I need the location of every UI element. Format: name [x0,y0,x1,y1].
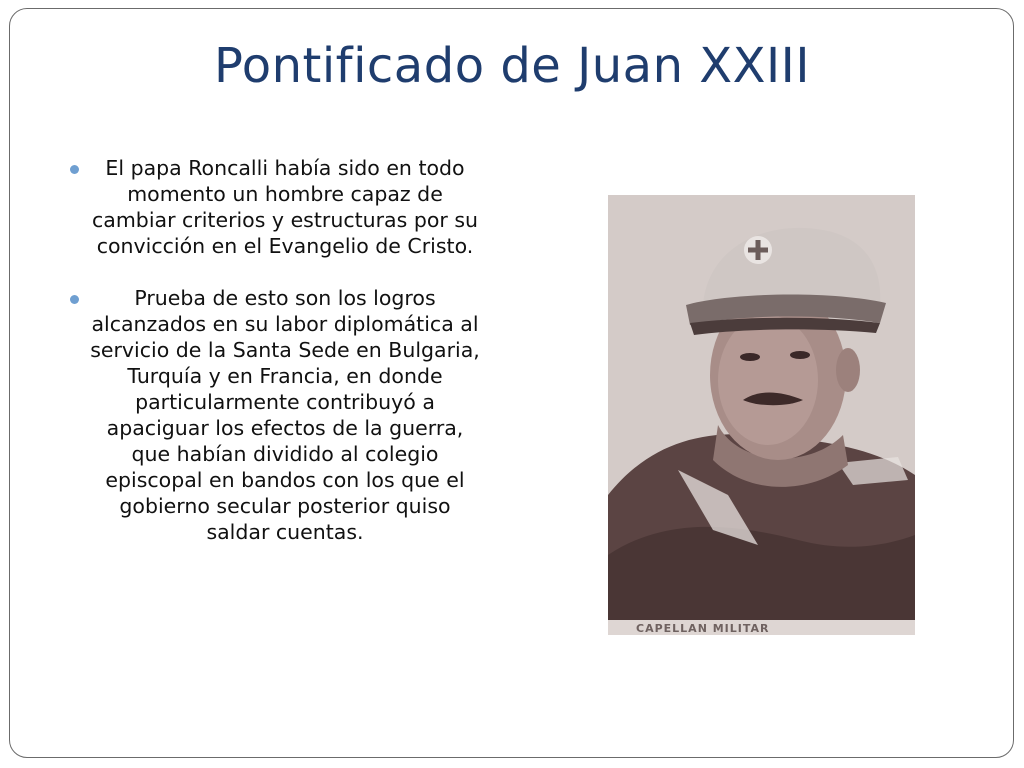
portrait-photo [608,195,915,635]
slide-title: Pontificado de Juan XXIII [214,38,810,94]
bullet-item-2 [70,285,480,545]
portrait-illustration [608,195,915,635]
bullet-list [70,155,480,571]
bullet-dot-icon [70,165,79,174]
photo-caption: CAPELLAN MILITAR [636,622,770,635]
bullet-item-1 [70,155,480,259]
bullet-text-2: Prueba de esto son los logros alcanzados en su labor diplomática al servicio de la Santa Sede en Bulgaria, Turquía y en Francia, en donde particularmente contribuyó a apaciguar los efectos de la guerra, que habían dividido al colegio episcopal en bandos con los que el gobierno secular posterior quiso saldar cuentas. [90,286,480,544]
bullet-text-1: El papa Roncalli había sido en todo momento un hombre capaz de cambiar criterios y estructuras por su convicción en el Evangelio de Cristo. [92,156,478,258]
bullet-dot-icon [70,295,79,304]
